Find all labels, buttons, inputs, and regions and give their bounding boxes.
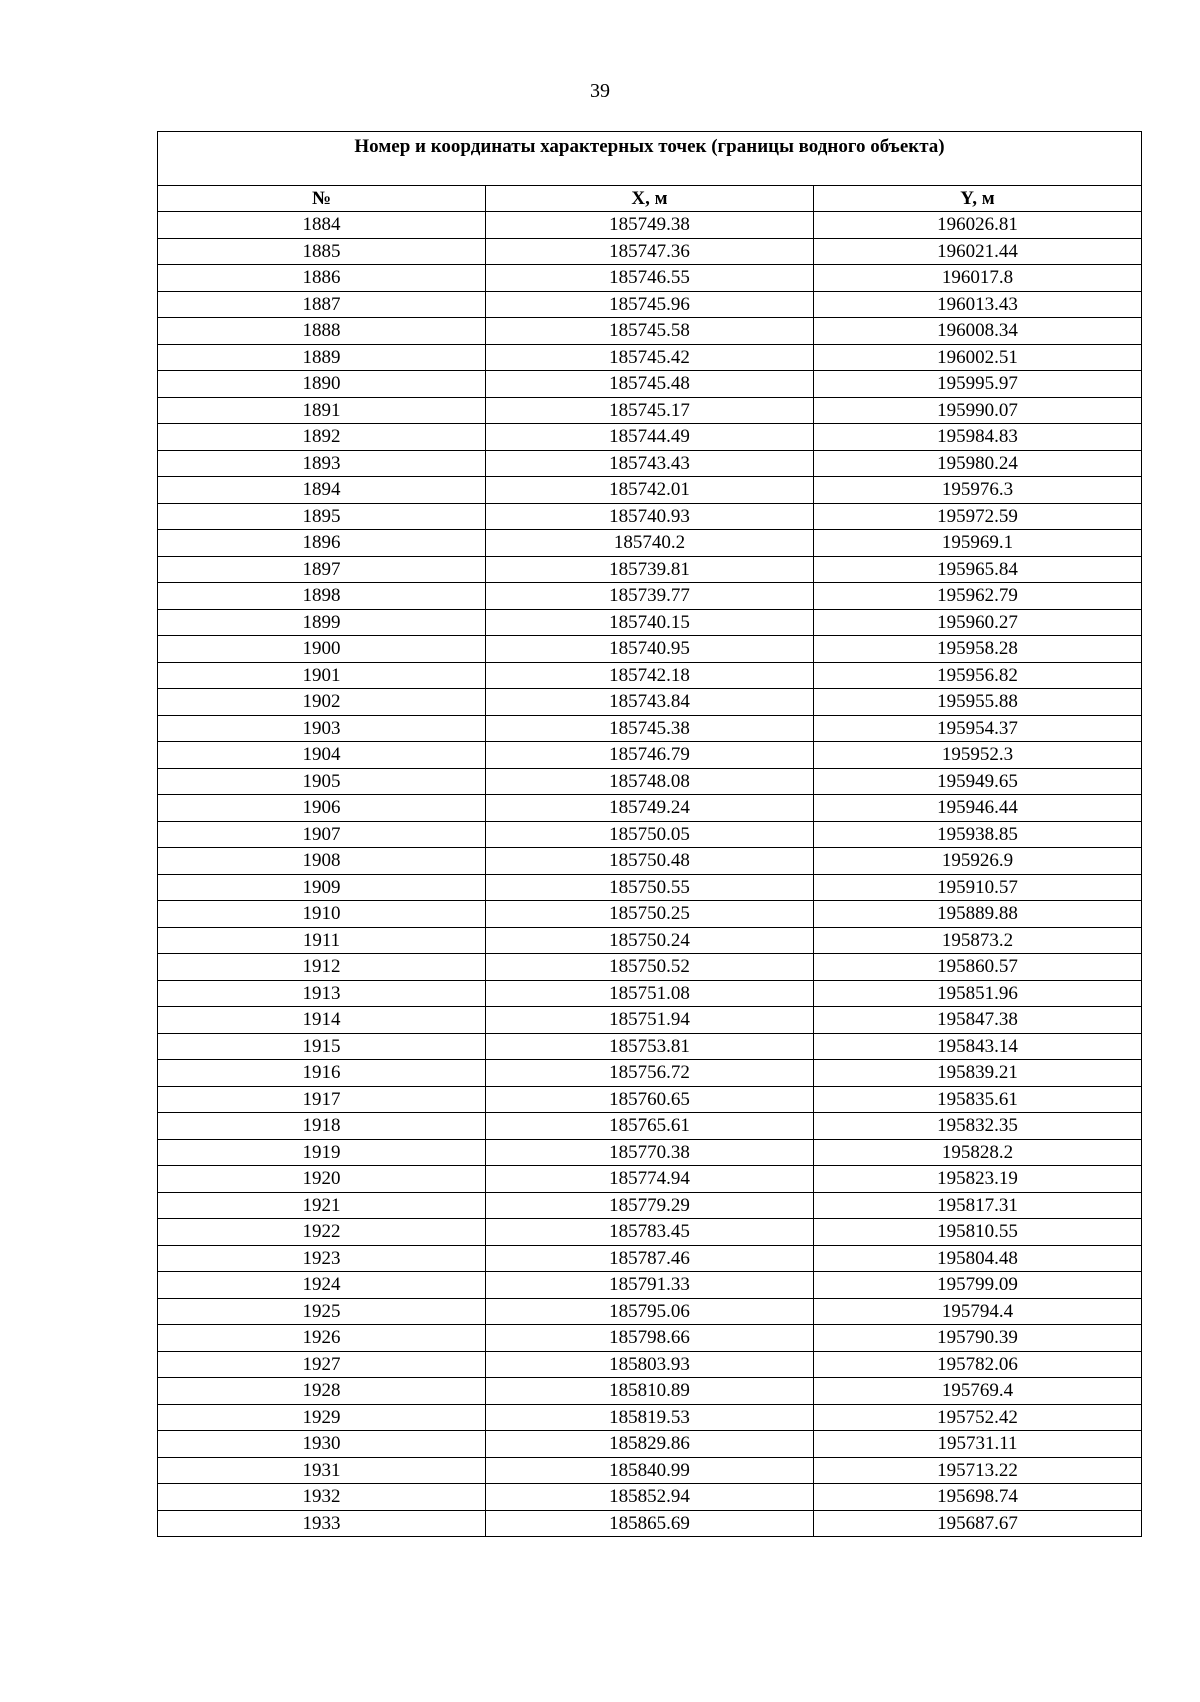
table-row <box>158 715 1142 742</box>
x-coordinate-cell: 185750.52 <box>486 954 814 981</box>
point-number-cell: 1890 <box>158 371 486 398</box>
y-coordinate-cell: 195980.24 <box>814 450 1142 477</box>
table-body <box>158 212 1142 1537</box>
table-row <box>158 1139 1142 1166</box>
table-row <box>158 662 1142 689</box>
table-row <box>158 556 1142 583</box>
point-number-cell: 1922 <box>158 1219 486 1246</box>
y-coordinate-cell: 195835.61 <box>814 1086 1142 1113</box>
table-row <box>158 450 1142 477</box>
point-number-cell: 1912 <box>158 954 486 981</box>
x-coordinate-cell: 185742.01 <box>486 477 814 504</box>
x-coordinate-cell: 185765.61 <box>486 1113 814 1140</box>
y-coordinate-cell: 195804.48 <box>814 1245 1142 1272</box>
y-coordinate-cell: 195794.4 <box>814 1298 1142 1325</box>
table-row <box>158 1060 1142 1087</box>
x-coordinate-cell: 185750.25 <box>486 901 814 928</box>
x-coordinate-cell: 185740.15 <box>486 609 814 636</box>
y-coordinate-cell: 195889.88 <box>814 901 1142 928</box>
point-number-cell: 1901 <box>158 662 486 689</box>
table-row <box>158 1431 1142 1458</box>
table-row <box>158 1378 1142 1405</box>
table-row <box>158 344 1142 371</box>
point-number-cell: 1910 <box>158 901 486 928</box>
y-coordinate-cell: 196017.8 <box>814 265 1142 292</box>
table-row <box>158 901 1142 928</box>
y-coordinate-cell: 195731.11 <box>814 1431 1142 1458</box>
x-coordinate-cell: 185750.24 <box>486 927 814 954</box>
table-row <box>158 1298 1142 1325</box>
x-coordinate-cell: 185749.24 <box>486 795 814 822</box>
point-number-cell: 1908 <box>158 848 486 875</box>
table-row <box>158 1007 1142 1034</box>
x-coordinate-cell: 185749.38 <box>486 212 814 239</box>
table-row <box>158 742 1142 769</box>
x-coordinate-cell: 185753.81 <box>486 1033 814 1060</box>
table-row <box>158 768 1142 795</box>
table-row <box>158 1325 1142 1352</box>
y-coordinate-cell: 195823.19 <box>814 1166 1142 1193</box>
y-coordinate-cell: 195687.67 <box>814 1510 1142 1537</box>
table-row <box>158 1113 1142 1140</box>
x-coordinate-cell: 185745.42 <box>486 344 814 371</box>
point-number-cell: 1884 <box>158 212 486 239</box>
y-coordinate-cell: 195873.2 <box>814 927 1142 954</box>
y-coordinate-cell: 195954.37 <box>814 715 1142 742</box>
table-row <box>158 821 1142 848</box>
table-row <box>158 1219 1142 1246</box>
header-y: Y, м <box>814 186 1142 212</box>
x-coordinate-cell: 185742.18 <box>486 662 814 689</box>
x-coordinate-cell: 185747.36 <box>486 238 814 265</box>
table-row <box>158 848 1142 875</box>
x-coordinate-cell: 185798.66 <box>486 1325 814 1352</box>
point-number-cell: 1923 <box>158 1245 486 1272</box>
point-number-cell: 1909 <box>158 874 486 901</box>
point-number-cell: 1904 <box>158 742 486 769</box>
point-number-cell: 1911 <box>158 927 486 954</box>
point-number-cell: 1914 <box>158 1007 486 1034</box>
point-number-cell: 1917 <box>158 1086 486 1113</box>
y-coordinate-cell: 195962.79 <box>814 583 1142 610</box>
y-coordinate-cell: 195965.84 <box>814 556 1142 583</box>
point-number-cell: 1924 <box>158 1272 486 1299</box>
table-row <box>158 1086 1142 1113</box>
table-row <box>158 318 1142 345</box>
point-number-cell: 1887 <box>158 291 486 318</box>
point-number-cell: 1928 <box>158 1378 486 1405</box>
x-coordinate-cell: 185750.05 <box>486 821 814 848</box>
point-number-cell: 1899 <box>158 609 486 636</box>
point-number-cell: 1925 <box>158 1298 486 1325</box>
table-row <box>158 1484 1142 1511</box>
x-coordinate-cell: 185756.72 <box>486 1060 814 1087</box>
y-coordinate-cell: 195969.1 <box>814 530 1142 557</box>
point-number-cell: 1889 <box>158 344 486 371</box>
y-coordinate-cell: 195790.39 <box>814 1325 1142 1352</box>
table-row <box>158 874 1142 901</box>
y-coordinate-cell: 195799.09 <box>814 1272 1142 1299</box>
x-coordinate-cell: 185740.93 <box>486 503 814 530</box>
point-number-cell: 1886 <box>158 265 486 292</box>
table-row <box>158 397 1142 424</box>
x-coordinate-cell: 185779.29 <box>486 1192 814 1219</box>
y-coordinate-cell: 196026.81 <box>814 212 1142 239</box>
y-coordinate-cell: 195926.9 <box>814 848 1142 875</box>
x-coordinate-cell: 185751.08 <box>486 980 814 1007</box>
x-coordinate-cell: 185865.69 <box>486 1510 814 1537</box>
point-number-cell: 1895 <box>158 503 486 530</box>
table-title: Номер и координаты характерных точек (границы водного объекта) <box>158 132 1142 186</box>
y-coordinate-cell: 195995.97 <box>814 371 1142 398</box>
y-coordinate-cell: 195946.44 <box>814 795 1142 822</box>
x-coordinate-cell: 185739.81 <box>486 556 814 583</box>
y-coordinate-cell: 195960.27 <box>814 609 1142 636</box>
point-number-cell: 1905 <box>158 768 486 795</box>
point-number-cell: 1896 <box>158 530 486 557</box>
point-number-cell: 1929 <box>158 1404 486 1431</box>
y-coordinate-cell: 195752.42 <box>814 1404 1142 1431</box>
y-coordinate-cell: 196008.34 <box>814 318 1142 345</box>
y-coordinate-cell: 195847.38 <box>814 1007 1142 1034</box>
y-coordinate-cell: 195698.74 <box>814 1484 1142 1511</box>
y-coordinate-cell: 195976.3 <box>814 477 1142 504</box>
point-number-cell: 1885 <box>158 238 486 265</box>
table-row <box>158 1457 1142 1484</box>
x-coordinate-cell: 185840.99 <box>486 1457 814 1484</box>
x-coordinate-cell: 185750.48 <box>486 848 814 875</box>
y-coordinate-cell: 195949.65 <box>814 768 1142 795</box>
table-row <box>158 1272 1142 1299</box>
table-row <box>158 530 1142 557</box>
y-coordinate-cell: 195972.59 <box>814 503 1142 530</box>
point-number-cell: 1891 <box>158 397 486 424</box>
x-coordinate-cell: 185740.2 <box>486 530 814 557</box>
y-coordinate-cell: 195832.35 <box>814 1113 1142 1140</box>
table-header-row <box>158 186 1142 212</box>
table-row <box>158 212 1142 239</box>
table-row <box>158 1245 1142 1272</box>
y-coordinate-cell: 195843.14 <box>814 1033 1142 1060</box>
y-coordinate-cell: 195817.31 <box>814 1192 1142 1219</box>
point-number-cell: 1919 <box>158 1139 486 1166</box>
table-row <box>158 238 1142 265</box>
table-row <box>158 795 1142 822</box>
header-x: X, м <box>486 186 814 212</box>
x-coordinate-cell: 185787.46 <box>486 1245 814 1272</box>
table-row <box>158 954 1142 981</box>
point-number-cell: 1916 <box>158 1060 486 1087</box>
table-row <box>158 371 1142 398</box>
x-coordinate-cell: 185745.38 <box>486 715 814 742</box>
point-number-cell: 1907 <box>158 821 486 848</box>
x-coordinate-cell: 185745.48 <box>486 371 814 398</box>
x-coordinate-cell: 185750.55 <box>486 874 814 901</box>
coordinates-table <box>157 131 1142 1537</box>
table-row <box>158 1033 1142 1060</box>
x-coordinate-cell: 185743.84 <box>486 689 814 716</box>
y-coordinate-cell: 195810.55 <box>814 1219 1142 1246</box>
table-row <box>158 689 1142 716</box>
y-coordinate-cell: 195769.4 <box>814 1378 1142 1405</box>
x-coordinate-cell: 185739.77 <box>486 583 814 610</box>
x-coordinate-cell: 185745.17 <box>486 397 814 424</box>
y-coordinate-cell: 195782.06 <box>814 1351 1142 1378</box>
table-row <box>158 1510 1142 1537</box>
y-coordinate-cell: 195860.57 <box>814 954 1142 981</box>
x-coordinate-cell: 185795.06 <box>486 1298 814 1325</box>
point-number-cell: 1888 <box>158 318 486 345</box>
point-number-cell: 1932 <box>158 1484 486 1511</box>
point-number-cell: 1931 <box>158 1457 486 1484</box>
x-coordinate-cell: 185751.94 <box>486 1007 814 1034</box>
y-coordinate-cell: 196002.51 <box>814 344 1142 371</box>
x-coordinate-cell: 185760.65 <box>486 1086 814 1113</box>
x-coordinate-cell: 185810.89 <box>486 1378 814 1405</box>
x-coordinate-cell: 185746.79 <box>486 742 814 769</box>
x-coordinate-cell: 185819.53 <box>486 1404 814 1431</box>
y-coordinate-cell: 195955.88 <box>814 689 1142 716</box>
point-number-cell: 1893 <box>158 450 486 477</box>
table-row <box>158 477 1142 504</box>
table-row <box>158 609 1142 636</box>
y-coordinate-cell: 195956.82 <box>814 662 1142 689</box>
x-coordinate-cell: 185829.86 <box>486 1431 814 1458</box>
point-number-cell: 1915 <box>158 1033 486 1060</box>
page-number: 39 <box>590 80 610 102</box>
table-row <box>158 1404 1142 1431</box>
y-coordinate-cell: 195938.85 <box>814 821 1142 848</box>
table-row <box>158 980 1142 1007</box>
table-row <box>158 927 1142 954</box>
table-row <box>158 636 1142 663</box>
table-row <box>158 291 1142 318</box>
y-coordinate-cell: 195910.57 <box>814 874 1142 901</box>
point-number-cell: 1903 <box>158 715 486 742</box>
point-number-cell: 1920 <box>158 1166 486 1193</box>
point-number-cell: 1921 <box>158 1192 486 1219</box>
point-number-cell: 1894 <box>158 477 486 504</box>
x-coordinate-cell: 185740.95 <box>486 636 814 663</box>
y-coordinate-cell: 195713.22 <box>814 1457 1142 1484</box>
y-coordinate-cell: 196013.43 <box>814 291 1142 318</box>
x-coordinate-cell: 185743.43 <box>486 450 814 477</box>
y-coordinate-cell: 195828.2 <box>814 1139 1142 1166</box>
x-coordinate-cell: 185791.33 <box>486 1272 814 1299</box>
y-coordinate-cell: 195839.21 <box>814 1060 1142 1087</box>
x-coordinate-cell: 185774.94 <box>486 1166 814 1193</box>
y-coordinate-cell: 195984.83 <box>814 424 1142 451</box>
table-row <box>158 1166 1142 1193</box>
table-row <box>158 583 1142 610</box>
x-coordinate-cell: 185748.08 <box>486 768 814 795</box>
x-coordinate-cell: 185770.38 <box>486 1139 814 1166</box>
x-coordinate-cell: 185852.94 <box>486 1484 814 1511</box>
point-number-cell: 1930 <box>158 1431 486 1458</box>
point-number-cell: 1902 <box>158 689 486 716</box>
x-coordinate-cell: 185745.96 <box>486 291 814 318</box>
table-row <box>158 265 1142 292</box>
point-number-cell: 1913 <box>158 980 486 1007</box>
y-coordinate-cell: 195952.3 <box>814 742 1142 769</box>
point-number-cell: 1892 <box>158 424 486 451</box>
y-coordinate-cell: 196021.44 <box>814 238 1142 265</box>
point-number-cell: 1927 <box>158 1351 486 1378</box>
y-coordinate-cell: 195958.28 <box>814 636 1142 663</box>
x-coordinate-cell: 185746.55 <box>486 265 814 292</box>
table-row <box>158 424 1142 451</box>
x-coordinate-cell: 185745.58 <box>486 318 814 345</box>
y-coordinate-cell: 195851.96 <box>814 980 1142 1007</box>
point-number-cell: 1897 <box>158 556 486 583</box>
table-row <box>158 1192 1142 1219</box>
point-number-cell: 1898 <box>158 583 486 610</box>
point-number-cell: 1906 <box>158 795 486 822</box>
point-number-cell: 1926 <box>158 1325 486 1352</box>
table-row <box>158 1351 1142 1378</box>
point-number-cell: 1900 <box>158 636 486 663</box>
x-coordinate-cell: 185803.93 <box>486 1351 814 1378</box>
y-coordinate-cell: 195990.07 <box>814 397 1142 424</box>
point-number-cell: 1933 <box>158 1510 486 1537</box>
table-row <box>158 503 1142 530</box>
point-number-cell: 1918 <box>158 1113 486 1140</box>
header-number: № <box>158 186 486 212</box>
x-coordinate-cell: 185744.49 <box>486 424 814 451</box>
x-coordinate-cell: 185783.45 <box>486 1219 814 1246</box>
